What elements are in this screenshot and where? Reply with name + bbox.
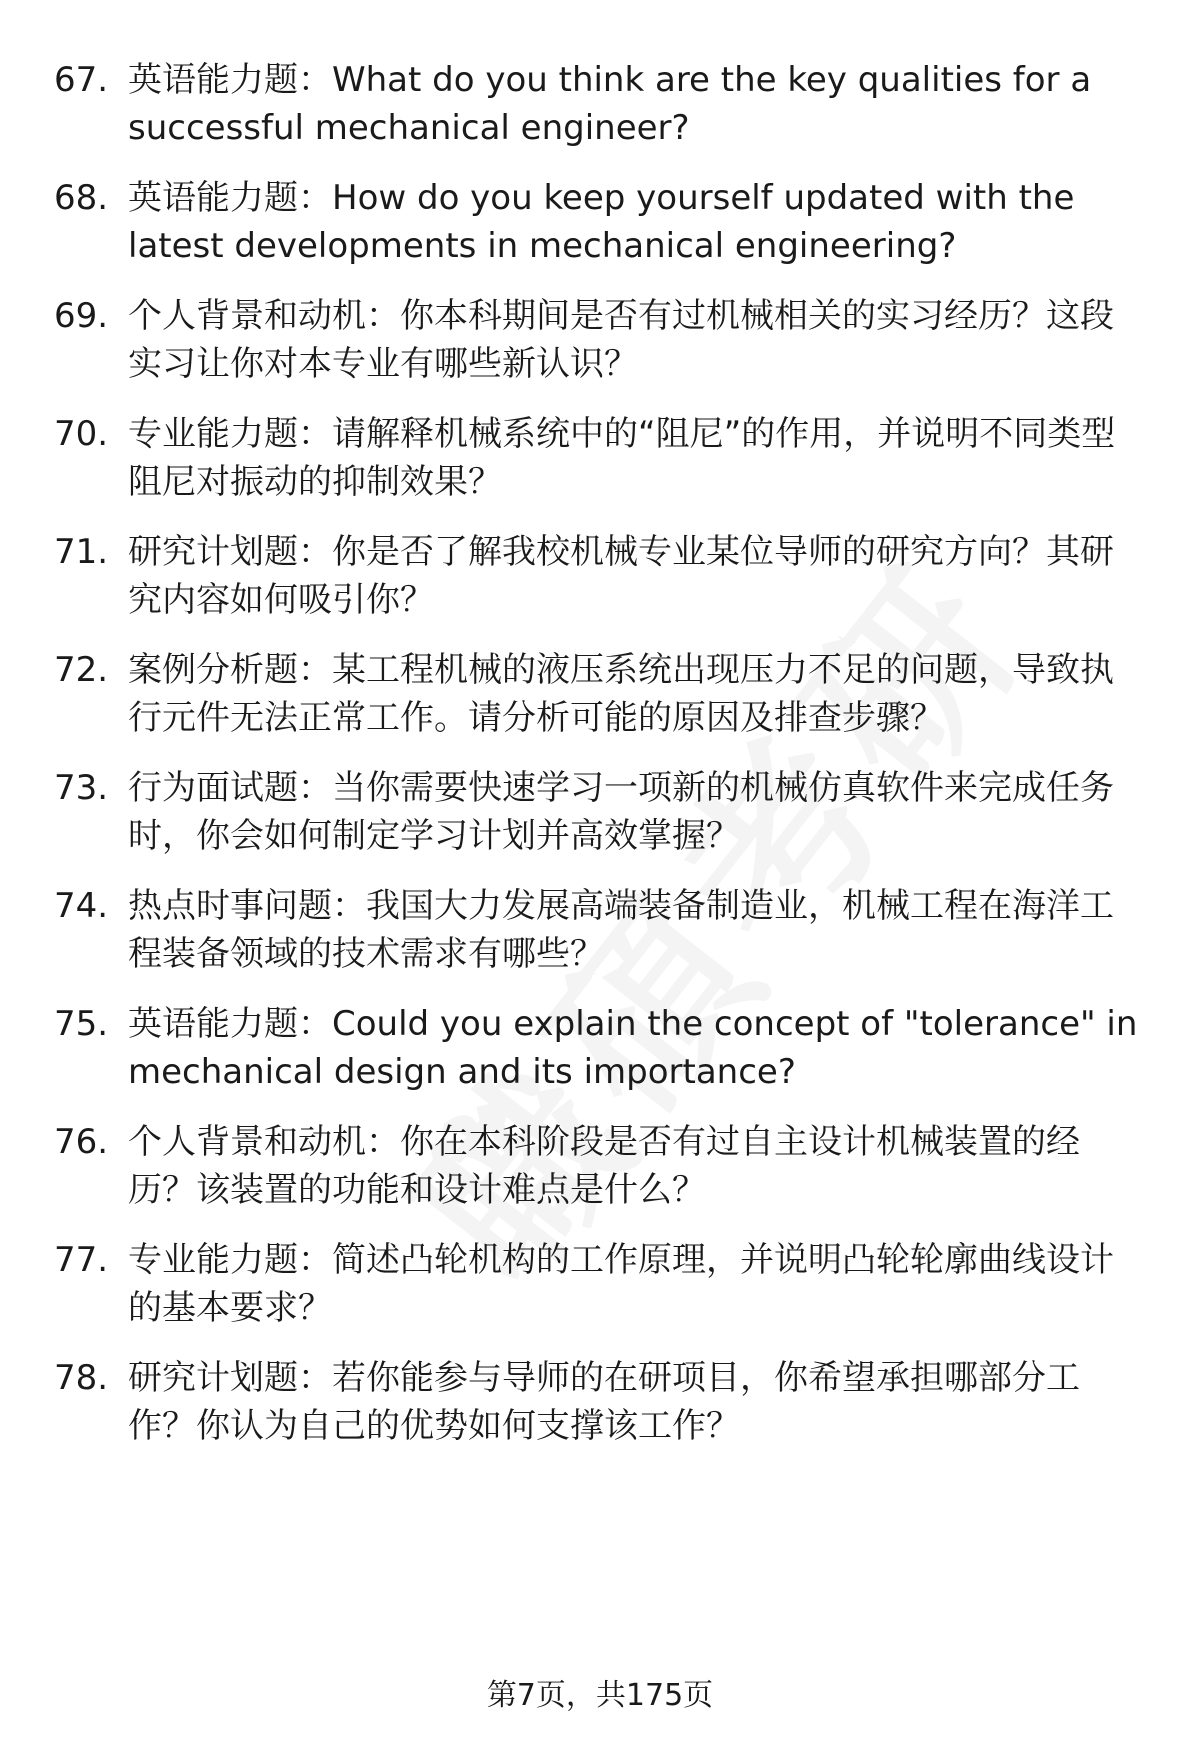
question-number: 76. bbox=[54, 1122, 109, 1162]
question-item bbox=[0, 882, 1200, 992]
question-item bbox=[0, 646, 1200, 756]
question-number: 74. bbox=[54, 886, 109, 926]
question-number: 67. bbox=[54, 60, 109, 100]
question-item bbox=[0, 1000, 1200, 1110]
question-item bbox=[0, 764, 1200, 874]
question-item bbox=[0, 292, 1200, 402]
question-item bbox=[0, 528, 1200, 638]
question-text: 专业能力题：请解释机械系统中的“阻尼”的作用，并说明不同类型阻尼对振动的抑制效果？ bbox=[128, 414, 1116, 502]
question-item bbox=[0, 1236, 1200, 1346]
question-number: 71. bbox=[54, 532, 109, 572]
question-number: 72. bbox=[54, 650, 109, 690]
page-number-footer: 第7页，共175页 bbox=[486, 1678, 714, 1713]
question-text: 英语能力题：What do you think are the key qualities for a successful mechanical engineer? bbox=[128, 60, 1092, 148]
question-item bbox=[0, 1118, 1200, 1228]
question-text: 研究计划题：你是否了解我校机械专业某位导师的研究方向？其研究内容如何吸引你？ bbox=[128, 532, 1114, 620]
question-text: 英语能力题：Could you explain the concept of "tolerance" in mechanical design and its importance? bbox=[128, 1004, 1138, 1092]
question-item bbox=[0, 56, 1200, 166]
question-item bbox=[0, 1354, 1200, 1464]
question-item bbox=[0, 410, 1200, 520]
question-number: 77. bbox=[54, 1240, 109, 1280]
question-number: 69. bbox=[54, 296, 109, 336]
question-item bbox=[0, 174, 1200, 284]
question-text: 个人背景和动机：你在本科阶段是否有过自主设计机械装置的经历？该装置的功能和设计难点是什么？ bbox=[128, 1122, 1080, 1210]
question-number: 70. bbox=[54, 414, 109, 454]
question-number: 75. bbox=[54, 1004, 109, 1044]
question-text: 热点时事问题：我国大力发展高端装备制造业，机械工程在海洋工程装备领域的技术需求有哪些？ bbox=[128, 886, 1114, 974]
question-number: 73. bbox=[54, 768, 109, 808]
question-text: 专业能力题：简述凸轮机构的工作原理，并说明凸轮轮廓曲线设计的基本要求？ bbox=[128, 1240, 1114, 1328]
question-text: 研究计划题：若你能参与导师的在研项目，你希望承担哪部分工作？你认为自己的优势如何支撑该工作？ bbox=[128, 1358, 1080, 1446]
question-text: 个人背景和动机：你本科期间是否有过机械相关的实习经历？这段实习让你对本专业有哪些新认识？ bbox=[128, 296, 1114, 384]
question-number: 68. bbox=[54, 178, 109, 218]
question-number: 78. bbox=[54, 1358, 109, 1398]
question-text: 案例分析题：某工程机械的液压系统出现压力不足的问题，导致执行元件无法正常工作。请分析可能的原因及排查步骤？ bbox=[128, 650, 1114, 738]
question-text: 行为面试题：当你需要快速学习一项新的机械仿真软件来完成任务时，你会如何制定学习计划并高效掌握？ bbox=[128, 768, 1114, 856]
question-text: 英语能力题：How do you keep yourself updated with the latest developments in mechanical engineering? bbox=[128, 178, 1075, 266]
